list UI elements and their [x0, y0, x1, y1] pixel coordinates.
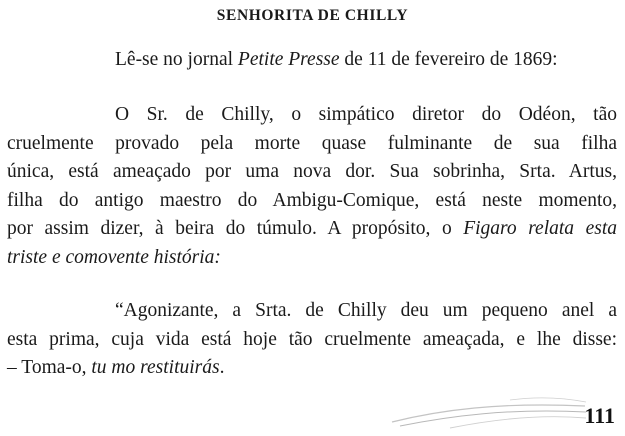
paragraph-2-line-6	[7, 244, 617, 273]
paragraph-3-line-2: esta prima, cuja vida está hoje tão cruelmente ameaçada, e lhe disse:	[7, 328, 617, 350]
paragraph-2-line-2: cruelmente provado pela morte quase fulminante de sua filha	[7, 132, 617, 154]
paragraph-3-line-3-plain: – Toma-o,	[7, 357, 92, 378]
paragraph-3-line-3-italic: tu mo restituirás	[91, 357, 220, 378]
paragraph-2-line-5-plain: por assim dizer, à beira do túmulo. A propósito, o	[7, 218, 464, 239]
paragraph-3-line-3-end: .	[219, 357, 225, 378]
paragraph-1-lead: Lê-se no jornal	[115, 49, 238, 70]
paragraph-1-line	[7, 46, 617, 75]
paragraph-2	[7, 101, 617, 272]
paragraph-3-line-1: “Agonizante, a Srta. de Chilly deu um pequeno anel a	[115, 300, 617, 321]
running-head: SENHORITA DE CHILLY	[216, 7, 409, 24]
paragraph-2-line-4: filha do antigo maestro do Ambigu-Comique, está neste momento,	[7, 189, 617, 211]
paragraph-2-line-5-italic: Figaro relata esta	[463, 218, 617, 239]
paragraph-2-line-1: O Sr. de Chilly, o simpático diretor do Odéon, tão	[115, 104, 617, 125]
paragraph-2-line-3: única, está ameaçado por uma nova dor. Sua sobrinha, Srta. Artus,	[7, 161, 617, 182]
paragraph-2-line-6-italic: triste e comovente história:	[7, 246, 221, 268]
newspaper-title: Petite Presse	[237, 49, 340, 70]
paragraph-1	[7, 46, 617, 75]
paragraph-3	[7, 297, 617, 383]
paragraph-1-tail: de 11 de fevereiro de 1869:	[339, 49, 558, 70]
paragraph-2-line-5	[7, 215, 617, 244]
paragraph-3-line-3	[7, 354, 617, 383]
folio-ornament-icon	[390, 392, 590, 432]
page-number: 111	[584, 403, 615, 428]
